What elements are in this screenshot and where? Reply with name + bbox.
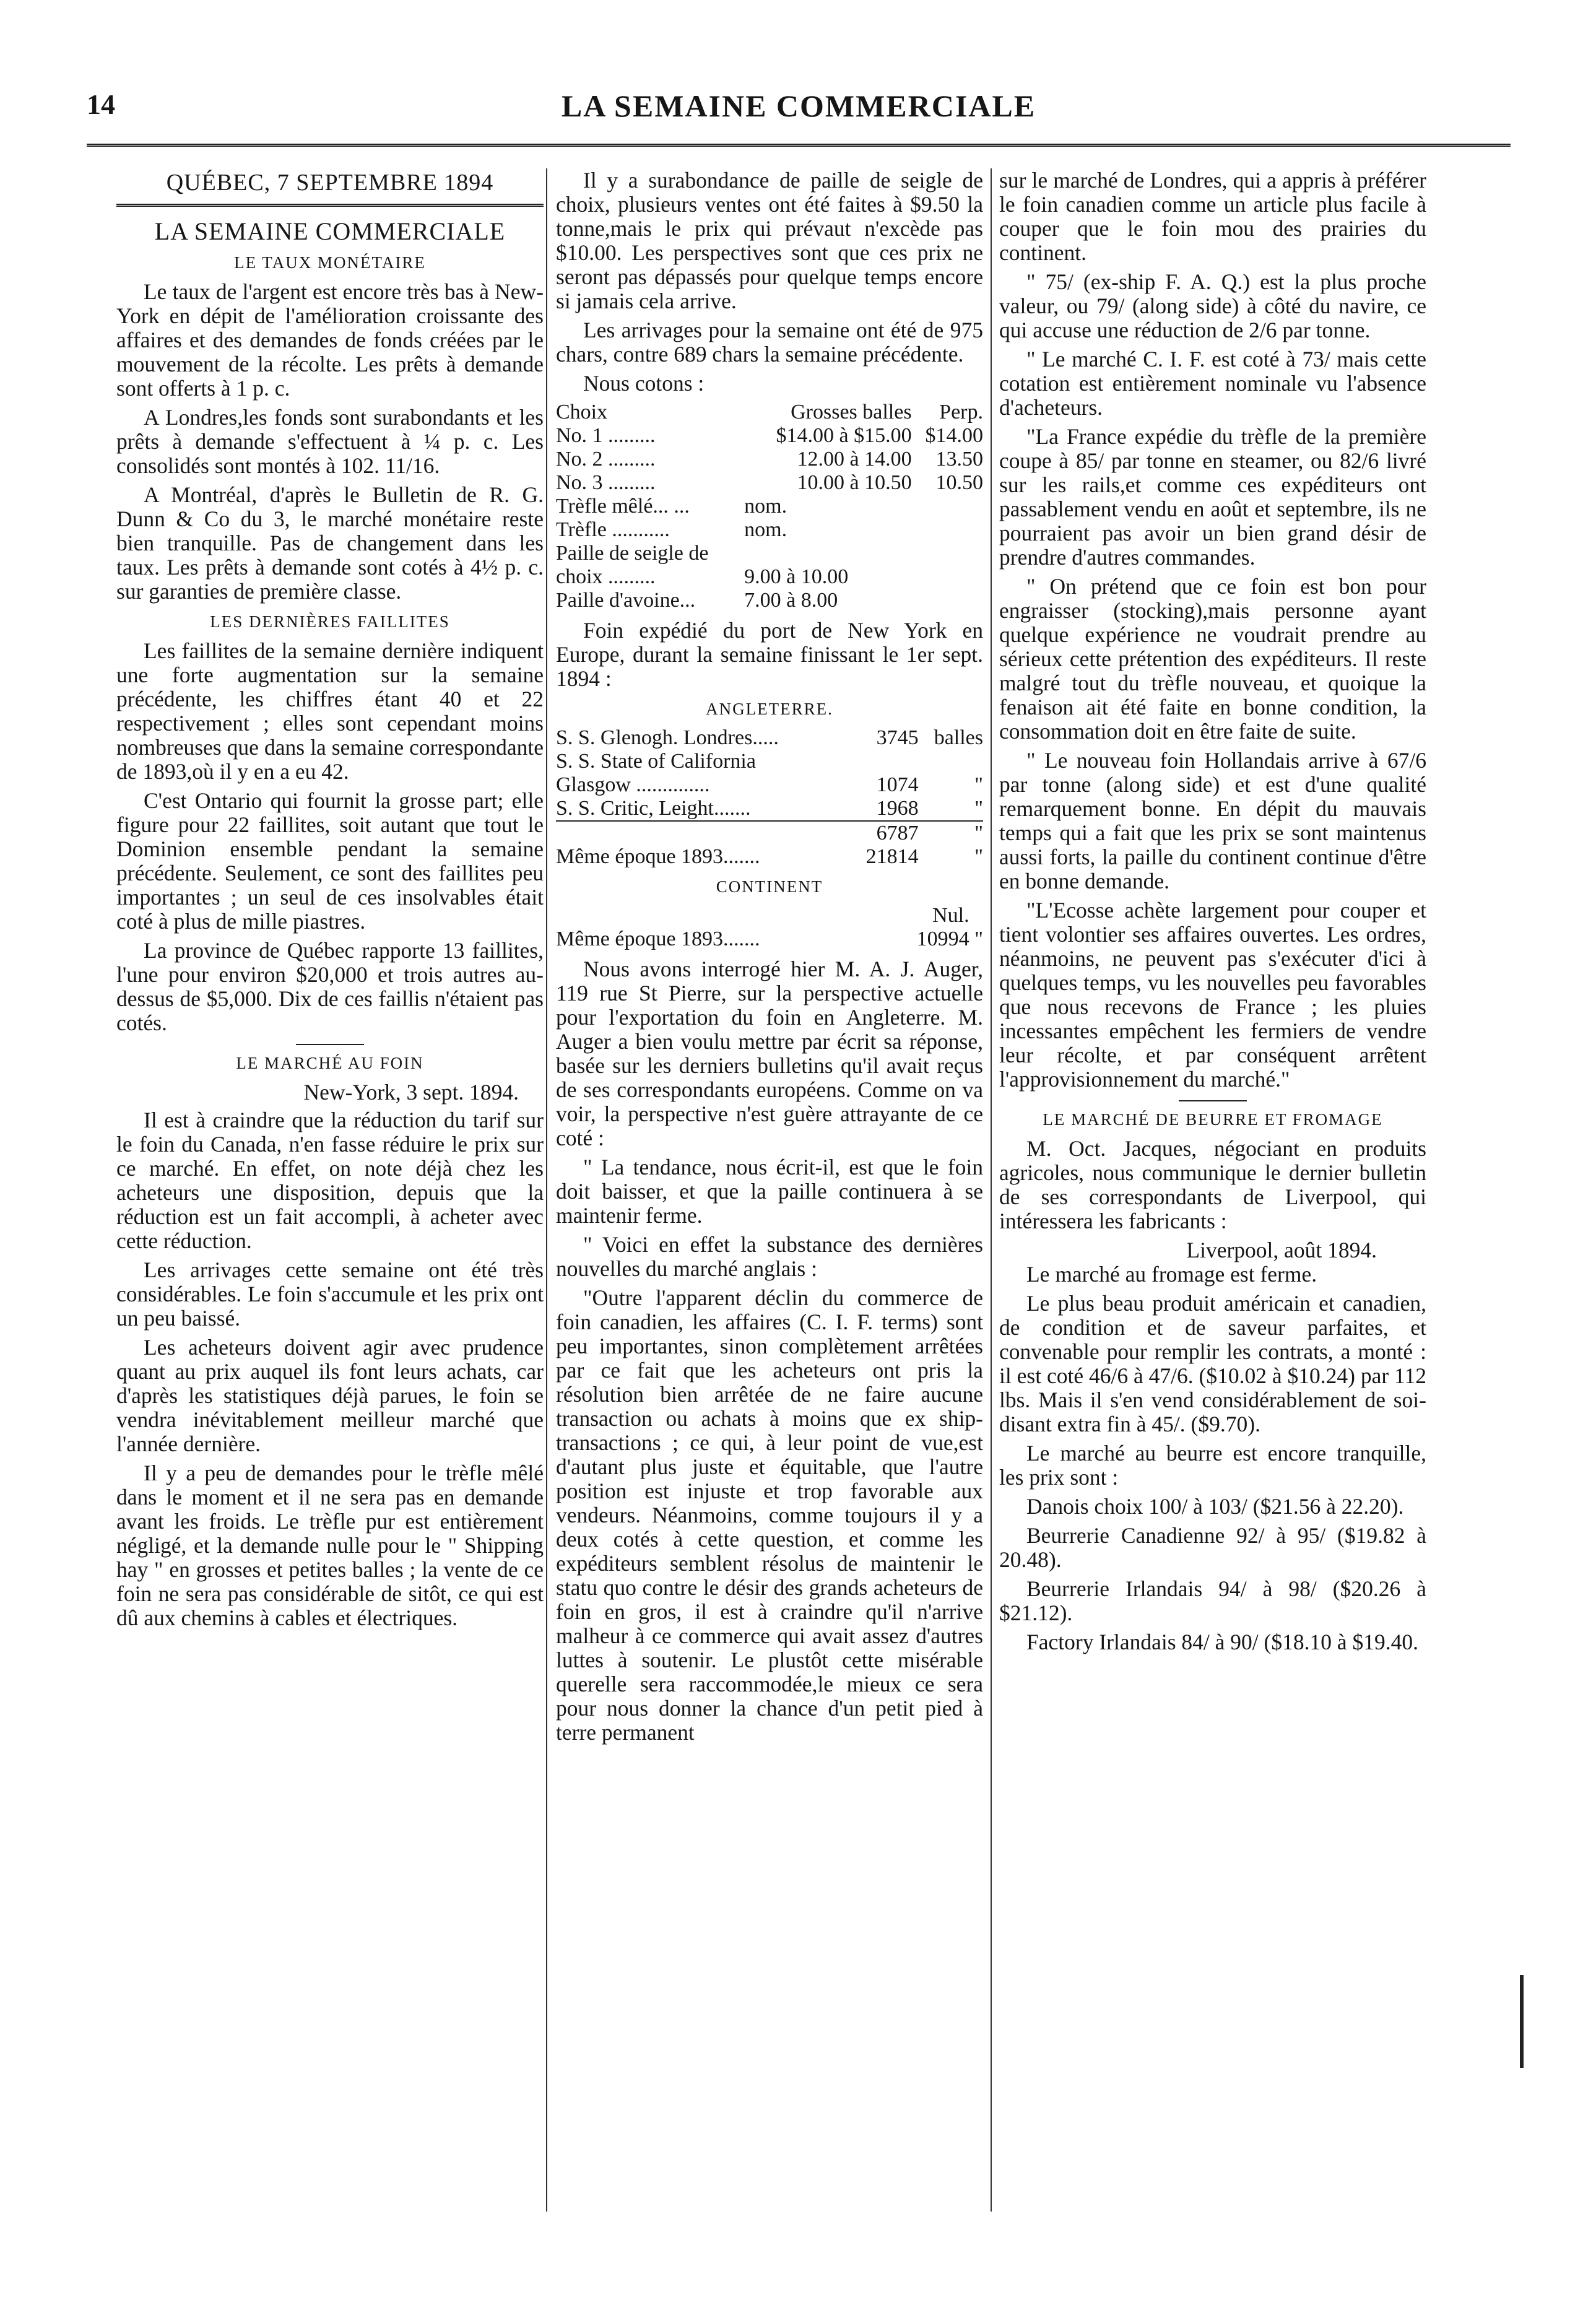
table-cell: [912, 495, 983, 518]
heading-continent: CONTINENT: [716, 877, 823, 896]
table-cell: [912, 518, 983, 542]
paragraph: "Outre l'apparent déclin du commerce de foin canadien, les affaires (C. I. F. terms) sont peu importantes, sinon complètement arrêtées par ce fait que les acheteurs ont pris la résolution bien arrêtée de ne faire aucune transaction ou achats à moins que ex ship-transactions ; ce qui, à leur point de vue,est d'autant plus juste et équitable, que l'autre position est injuste et trop favorable aux vendeurs. Néanmoins, comme toujours il y a deux cotés à cette question, et comme les expéditeurs semblent résolus de maintenir le statu quo contre le désir des grands acheteurs de foin en gros, il est à craindre qu'il n'arrive malheur à ce commerce qui avait assez d'autres luttes à soutenir. Le plustôt cette misérable querelle sera raccommodée,le mieux ce sera pour nous donner la chance d'un petit pied à terre permanent: [556, 1285, 983, 1745]
paragraph: Nous cotons :: [583, 371, 705, 396]
section-title: LA SEMAINE COMMERCIALE: [154, 217, 506, 245]
table-row: [556, 495, 983, 518]
table-cell: [744, 542, 911, 565]
paragraph: " 75/ (ex-ship F. A. Q.) est la plus proche valeur, ou 79/ (along side) à côté du navire, ce qui accuse une réduction de 2/6 par tonne.: [999, 269, 1426, 342]
table-row: [556, 518, 983, 542]
shipments-table: [556, 726, 983, 869]
table-row: [556, 424, 983, 448]
paragraph: Factory Irlandais 84/ à 90/ ($18.10 à $19.40.: [1026, 1630, 1418, 1654]
table-cell: 9.00 à 10.00: [744, 565, 849, 588]
section-rule: [296, 1044, 364, 1045]
header-rule: [87, 144, 1511, 147]
heading-marche-au-foin: LE MARCHÉ AU FOIN: [236, 1054, 424, 1072]
table-row: [556, 750, 983, 773]
table-cell: Même époque 1893.......: [556, 927, 760, 950]
table-cell: [912, 565, 983, 589]
paragraph: C'est Ontario qui fournit la grosse part; elle figure pour 22 faillites, soit autant que tout le Dominion ensemble pendant la semaine précédente. Seulement, ce sont des faillites peu importantes ; un seul de ces insolvables était coté à plus de mille piastres.: [116, 788, 544, 934]
table-cell: [556, 904, 885, 927]
paragraph: Le marché au fromage est ferme.: [1026, 1262, 1317, 1287]
table-cell: No. 3 .........: [556, 471, 656, 494]
paragraph: Il y a surabondance de paille de seigle de choix, plusieurs ventes ont été faites à $9.50 la tonne,mais le prix qui prévaut n'excède pas $10.00. Les perspectives sont que ces prix ne seront pas dépassés pour quelque temps encore si jamais cela arrive.: [556, 168, 983, 313]
section-rule: [1179, 1100, 1247, 1101]
table-row: [556, 542, 983, 565]
table-cell: [912, 542, 983, 565]
total-row: [556, 821, 983, 845]
table-cell: [969, 904, 983, 927]
table-cell: ": [974, 773, 983, 796]
continent-table: [556, 904, 983, 951]
table-row: [556, 726, 983, 750]
table-row: [556, 471, 983, 495]
paragraph: " La tendance, nous écrit-il, est que le foin doit baisser, et que la paille continuera à se maintenir ferme.: [556, 1155, 983, 1228]
table-row: [556, 589, 983, 612]
paragraph: A Londres,les fonds sont surabondants et les prêts à demande s'effectuent à ¼ p. c. Les consolidés sont montés à 102. 11/16.: [116, 405, 544, 478]
table-cell: [556, 821, 849, 845]
paragraph: Les acheteurs doivent agir avec prudence quant au prix auquel ils font leurs achats, car d'après les statistiques déjà parues, le foin se vendra inévitablement meilleur marché que l'année dernière.: [116, 1335, 544, 1456]
table-cell: Glasgow ..............: [556, 773, 710, 796]
paragraph: Le marché au beurre est encore tranquille, les prix sont :: [999, 1441, 1426, 1490]
table-row: [556, 927, 983, 951]
paragraph: Il y a peu de demandes pour le trèfle mêlé dans le moment et il ne sera pas en demande avant les froids. Le trèfle pur est entièrement négligé, et la demande nulle pour le " Shipping hay " en grosses et petites balles ; la vente de ce foin ne sera pas considérable de sitôt, ce qui est dû aux chemins à cables et électriques.: [116, 1461, 544, 1630]
column-2: [556, 168, 983, 2212]
column-1: [116, 168, 544, 2212]
paragraph: A Montréal, d'après le Bulletin de R. G. Dunn & Co du 3, le marché monétaire reste bien tranquille. Pas de changement dans les taux. Les prêts à demande sont cotés à 4½ p. c. sur garanties de première classe.: [116, 482, 544, 604]
table-header: Perp.: [939, 401, 983, 423]
table-cell: 3745: [876, 726, 919, 749]
table-cell: Paille d'avoine...: [556, 589, 696, 612]
table-cell: Paille de seigle de: [556, 542, 709, 565]
margin-mark: [1520, 1975, 1524, 2068]
masthead: LA SEMAINE COMMERCIALE: [561, 89, 1036, 123]
table-cell: ": [974, 845, 983, 868]
heading-dernieres-faillites: LES DERNIÈRES FAILLITES: [210, 612, 450, 631]
paragraph: " Le marché C. I. F. est coté à 73/ mais cette cotation est entièrement nominale vu l'absence d'acheteurs.: [999, 347, 1426, 420]
column-divider: [991, 168, 992, 2212]
paragraph: Le plus beau produit américain et canadien, de condition et de saveur parfaites, et convenable pour remplir les contrats, a monté : il est coté 46/6 à 47/6. ($10.02 à $10.24) par 112 lbs. Mais il s'en vend considérablement de soi-disant extra fin à 45/. ($9.70).: [999, 1291, 1426, 1436]
table-cell: S. S. Glenogh. Londres.....: [556, 726, 779, 749]
paragraph: " Le nouveau foin Hollandais arrive à 67/6 par tonne (along side) et est d'une qualité remarquement bonne. En dépit du mauvais temps qui a fait que les prix se sont maintenus aussi forts, la paille du continent continue d'être en bonne demande.: [999, 748, 1426, 893]
paragraph: Beurrerie Canadienne 92/ à 95/ ($19.82 à 20.48).: [999, 1523, 1426, 1572]
page-header: [87, 88, 1511, 131]
paragraph: Danois choix 100/ à 103/ ($21.56 à 22.20).: [1026, 1494, 1404, 1519]
paragraph: Beurrerie Irlandais 94/ à 98/ ($20.26 à $21.12).: [999, 1576, 1426, 1625]
article-date: Liverpool, août 1894.: [1186, 1238, 1377, 1262]
table-cell: 13.50: [935, 448, 983, 471]
paragraph: M. Oct. Jacques, négociant en produits agricoles, nous communique le dernier bulletin de ses correspondants de Liverpool, qui intéressera les fabricants :: [999, 1136, 1426, 1233]
page-number: 14: [87, 89, 115, 120]
paragraph: Les arrivages pour la semaine ont été de 975 chars, contre 689 chars la semaine précédente.: [556, 318, 983, 367]
heading-taux-monetaire: LE TAUX MONÉTAIRE: [234, 253, 426, 272]
paragraph: " On prétend que ce foin est bon pour engraisser (stocking),mais personne ayant quelque expérience ne voudrait prendre au sérieux cette prétention des expéditeurs. Il reste malgré tout du trèfle nouveau, et quoique la fenaison ait été faite en bonne condition, la consommation doit en être faite de suite.: [999, 574, 1426, 744]
table-row: [556, 845, 983, 869]
table-cell: [849, 750, 919, 773]
table-cell: ": [919, 821, 983, 845]
paragraph: "L'Ecosse achète largement pour couper et tient volontier ses affaires ouvertes. Les ordres, néanmoins, ne peuvent pas s'exécuter d'ici à quelques temps, vu les nouvelles peu favorables que nous recevons de France ; les pluies incessantes empêchent les fermiers de vendre leur récolte, et par conséquent arrêtent l'approvisionnement du marché.": [999, 898, 1426, 1092]
paragraph: Les arrivages cette semaine ont été très considérables. Le foin s'accumule et les prix ont un peu baissé.: [116, 1257, 544, 1331]
table-cell: 10.00 à 10.50: [797, 471, 912, 494]
table-cell: Même époque 1893.......: [556, 845, 760, 868]
table-header-row: [556, 401, 983, 424]
paragraph: La province de Québec rapporte 13 faillites, l'une pour environ $20,000 et trois autres au-dessus de $5,000. Dix de ces faillis n'étaient pas cotés.: [116, 938, 544, 1035]
table-cell: S. S. State of California: [556, 750, 756, 773]
table-row: [556, 448, 983, 471]
paragraph: sur le marché de Londres, qui a appris à préférer le foin canadien comme un article plus facile à couper que le foin mou des prairies du continent.: [999, 168, 1426, 265]
dateline: QUÉBEC, 7 SEPTEMBRE 1894: [166, 170, 494, 196]
paragraph: Les faillites de la semaine dernière indiquent une forte augmentation sur la semaine précédente, les chiffres étant 40 et 22 respectivement ; elles sont cependant moins nombreuses que dans la semaine correspondante de 1893,où il y en a eu 42.: [116, 638, 544, 784]
table-cell: [919, 750, 983, 773]
table-cell: $14.00 à $15.00: [776, 424, 912, 447]
table-cell: Trèfle ...........: [556, 518, 670, 541]
table-cell: 21814: [865, 845, 919, 868]
table-cell: No. 2 .........: [556, 448, 656, 471]
table-cell: Nul.: [932, 904, 969, 927]
table-cell: ": [974, 797, 983, 820]
table-cell: 7.00 à 8.00: [744, 589, 838, 612]
paragraph: Nous avons interrogé hier M. A. J. Auger, 119 rue St Pierre, sur la perspective actuelle pour l'exportation du foin en Angleterre. M. Auger a bien voulu mettre par écrit sa réponse, basée sur les derniers bulletins qu'il avait reçus de ses correspondants européens. Comme on va voir, la perspective n'est guère attrayante de ce coté :: [556, 957, 983, 1150]
column-divider: [546, 168, 547, 2212]
price-table: [556, 401, 983, 612]
table-cell: 10994: [916, 927, 969, 950]
column-3: [999, 168, 1426, 2212]
table-cell: $14.00: [925, 424, 983, 447]
paragraph: " Voici en effet la substance des dernières nouvelles du marché anglais :: [556, 1232, 983, 1281]
table-cell: nom.: [744, 518, 787, 541]
table-cell: choix .........: [556, 565, 656, 588]
table-cell: Trèfle mêlé... ...: [556, 495, 690, 518]
table-cell: S. S. Critic, Leight.......: [556, 797, 751, 820]
table-row: [556, 797, 983, 821]
table-cell: 1968: [876, 797, 919, 820]
table-cell: balles: [934, 726, 983, 749]
paragraph: "La France expédie du trèfle de la première coupe à 85/ par tonne en steamer, ou 82/6 livré sur les rails,et comme ces expéditeurs ont passablement vendu en août et septembre, ils ne pourraient pas avoir un bien grand désir de prendre d'autres commandes.: [999, 424, 1426, 570]
table-header: Choix: [556, 401, 608, 423]
table-cell: 6787: [849, 821, 919, 845]
table-row: [556, 773, 983, 797]
table-cell: No. 1 .........: [556, 424, 656, 447]
article-date: New-York, 3 sept. 1894.: [303, 1080, 519, 1105]
table-cell: 10.50: [935, 471, 983, 494]
table-cell: ": [974, 927, 983, 950]
dateline-rule: [116, 204, 544, 207]
table-header: Grosses balles: [791, 401, 912, 423]
heading-angleterre: ANGLETERRE.: [706, 700, 833, 718]
heading-beurre-fromage: LE MARCHÉ DE BEURRE ET FROMAGE: [1043, 1110, 1383, 1129]
paragraph: Il est à craindre que la réduction du tarif sur le foin du Canada, n'en fasse réduire le prix sur ce marché. En effet, on note déjà chez les acheteurs une disposition, depuis que la réduction est un fait accompli, à acheter avec cette réduction.: [116, 1108, 544, 1253]
table-row: [556, 565, 983, 589]
table-cell: [912, 589, 983, 612]
table-cell: 12.00 à 14.00: [797, 448, 912, 471]
table-cell: nom.: [744, 495, 787, 518]
paragraph: Foin expédié du port de New York en Europe, durant la semaine finissant le 1er sept. 1894 :: [556, 618, 983, 691]
paragraph: Le taux de l'argent est encore très bas à New-York en dépit de l'amélioration croissante des affaires et des demandes de fonds créées par le mouvement de la récolte. Les prêts à demande sont offerts à 1 p. c.: [116, 279, 544, 401]
table-row: [556, 904, 983, 927]
table-cell: 1074: [876, 773, 919, 796]
